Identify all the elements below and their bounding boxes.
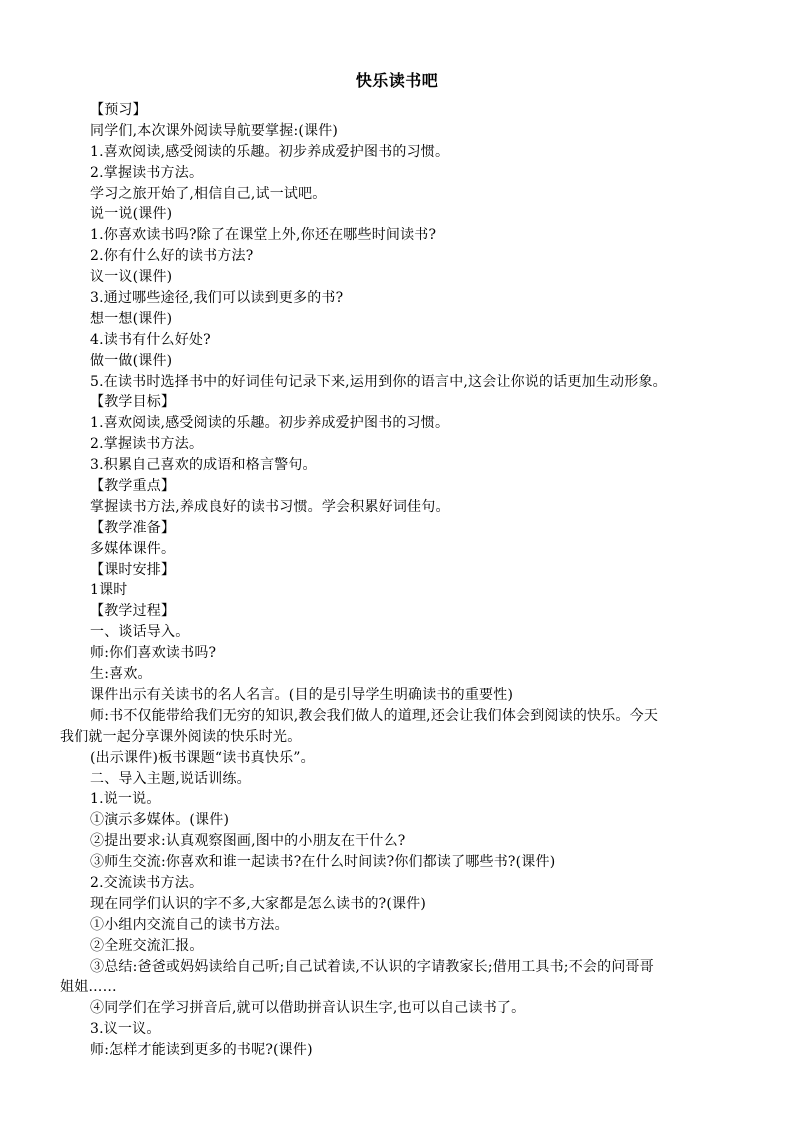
text-line: 【教学目标】 [90,394,176,411]
document-title: 快乐读书吧 [355,71,439,90]
text-line: 说一说(课件) [90,206,173,223]
text-line: 4.读书有什么好处? [90,331,211,348]
text-line: 5.在读书时选择书中的好词佳句记录下来,运用到你的语言中,这会让你说的话更加生动形象。 [90,373,667,390]
text-line: 师:怎样才能读到更多的书呢?(课件) [90,1042,313,1059]
text-line: 掌握读书方法,养成良好的读书习惯。学会积累好词佳句。 [90,498,450,515]
text-line: ①演示多媒体。(课件) [90,812,230,829]
text-line: 【教学过程】 [90,603,176,620]
text-line: 议一议(课件) [90,269,173,286]
text-line: 2.你有什么好的读书方法? [90,248,254,265]
text-line: 课件出示有关读书的名人名言。(目的是引导学生明确读书的重要性) [90,686,514,703]
text-line: 3.议一议。 [90,1021,161,1038]
text-line: 同学们,本次课外阅读导航要掌握:(课件) [90,122,339,139]
text-line: 2.掌握读书方法。 [90,436,204,453]
text-line: 【教学重点】 [90,478,176,495]
text-line: 3.通过哪些途径,我们可以读到更多的书? [90,290,344,307]
text-line: ①小组内交流自己的读书方法。 [90,916,289,933]
text-line: 2.掌握读书方法。 [90,164,204,181]
text-line: 1课时 [90,582,128,599]
text-line: 【课时安排】 [90,561,176,578]
text-line: ④同学们在学习拼音后,就可以借助拼音认识生字,也可以自己读书了。 [90,1000,526,1017]
text-line: 2.交流读书方法。 [90,874,204,891]
text-line: 1.喜欢阅读,感受阅读的乐趣。初步养成爱护图书的习惯。 [90,415,450,432]
text-line: ③总结:爸爸或妈妈读给自己听;自己试着读,不认识的字请教家长;借用工具书;不会的问哥哥 [90,958,654,975]
text-line: 学习之旅开始了,相信自己,试一试吧。 [90,185,327,202]
text-line: 想一想(课件) [90,310,173,327]
text-line: (出示课件)板书课题“读书真快乐”。 [90,749,315,766]
text-line: 师:你们喜欢读书吗? [90,645,217,662]
document-body [60,100,750,1061]
text-line: 我们就一起分享课外阅读的快乐时光。 [60,728,302,745]
text-line: ②全班交流汇报。 [90,937,204,954]
text-line: 一、谈话导入。 [90,624,190,641]
text-line: 现在同学们认识的字不多,大家都是怎么读书的?(课件) [90,895,427,912]
text-line: 做一做(课件) [90,352,173,369]
text-line: 3.积累自己喜欢的成语和格言警句。 [90,457,317,474]
text-line: ③师生交流:你喜欢和谁一起读书?在什么时间读?你们都读了哪些书?(课件) [90,854,556,871]
text-line: 姐姐…… [60,979,117,996]
text-line: 1.说一说。 [90,791,161,808]
text-line: 师:书不仅能带给我们无穷的知识,教会我们做人的道理,还会让我们体会到阅读的快乐。今天 [90,707,659,724]
text-line: 多媒体课件。 [90,540,176,557]
text-line: 1.你喜欢读书吗?除了在课堂上外,你还在哪些时间读书? [90,227,437,244]
text-line: ②提出要求:认真观察图画,图中的小朋友在干什么? [90,833,406,850]
text-line: 二、导入主题,说话训练。 [90,770,251,787]
text-line: 【教学准备】 [90,519,176,536]
text-line: 1.喜欢阅读,感受阅读的乐趣。初步养成爱护图书的习惯。 [90,143,450,160]
text-line: 【预习】 [90,102,147,118]
text-line: 生:喜欢。 [90,666,152,683]
